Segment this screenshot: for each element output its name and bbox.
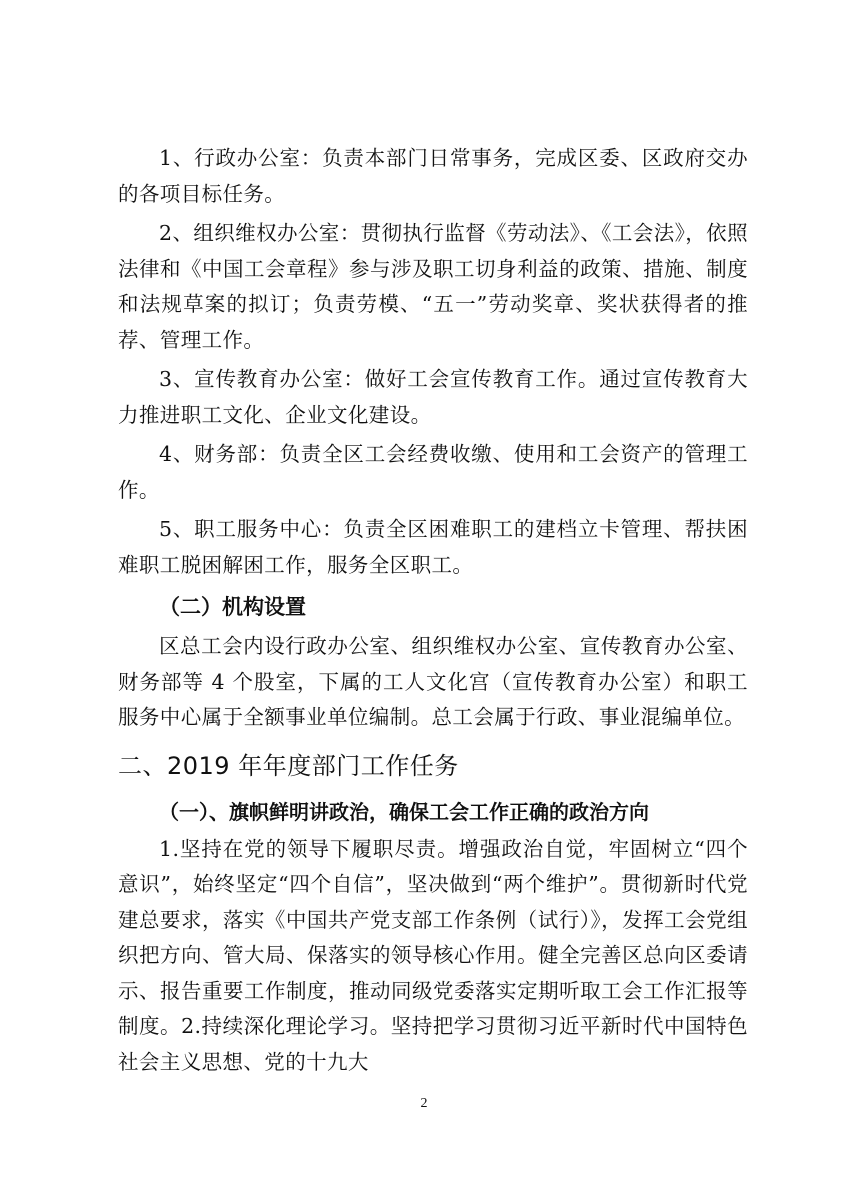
document-body <box>118 141 748 1084</box>
paragraph-education-office: 3、宣传教育办公室：做好工会宣传教育工作。通过宣传教育大力推进职工文化、企业文化建设。 <box>118 367 748 427</box>
subheading-politics: （一）、旗帜鲜明讲政治，确保工会工作正确的政治方向 <box>159 799 649 824</box>
paragraph-office-admin: 1、行政办公室：负责本部门日常事务，完成区委、区政府交办的各项目标任务。 <box>118 146 748 206</box>
page-number: 2 <box>420 1096 428 1111</box>
paragraph-rights-office: 2、组织维权办公室：贯彻执行监督《劳动法》、《工会法》，依照法律和《中国工会章程》参与涉及职工切身利益的政策、措施、制度和法规草案的拟订；负责劳模、“五一”劳动奖章、奖状获得者的推荐、管理工作。 <box>118 221 748 352</box>
subheading-organization: （二）机构设置 <box>159 594 306 619</box>
paragraph-finance: 4、财务部：负责全区工会经费收缴、使用和工会资产的管理工作。 <box>118 442 748 502</box>
paragraph-party-leadership: 1.坚持在党的领导下履职尽责。增强政治自觉，牢固树立“四个意识”，始终坚定“四个自信”，坚决做到“两个维护”。贯彻新时代党建总要求，落实《中国共产党支部工作条例（试行）》，发挥工会党组织把方向、管大局、保落实的领导核心作用。健全完善区总向区委请示、报告重要工作制度，推动同级党委落实定期听取工会工作汇报等制度。2.持续深化理论学习。坚持把学习贯彻习近平新时代中国特色社会主义思想、党的十九大 <box>118 836 748 1074</box>
paragraph-organization: 区总工会内设行政办公室、组织维权办公室、宣传教育办公室、财务部等 4 个股室，下属的工人文化宫（宣传教育办公室）和职工服务中心属于全额事业单位编制。总工会属于行政、事业混编单位。 <box>118 634 748 729</box>
section-heading-2019-tasks: 二、2019 年年度部门工作任务 <box>118 751 459 780</box>
paragraph-service-center: 5、职工服务中心：负责全区困难职工的建档立卡管理、帮扶困难职工脱困解困工作，服务全区职工。 <box>118 517 748 577</box>
